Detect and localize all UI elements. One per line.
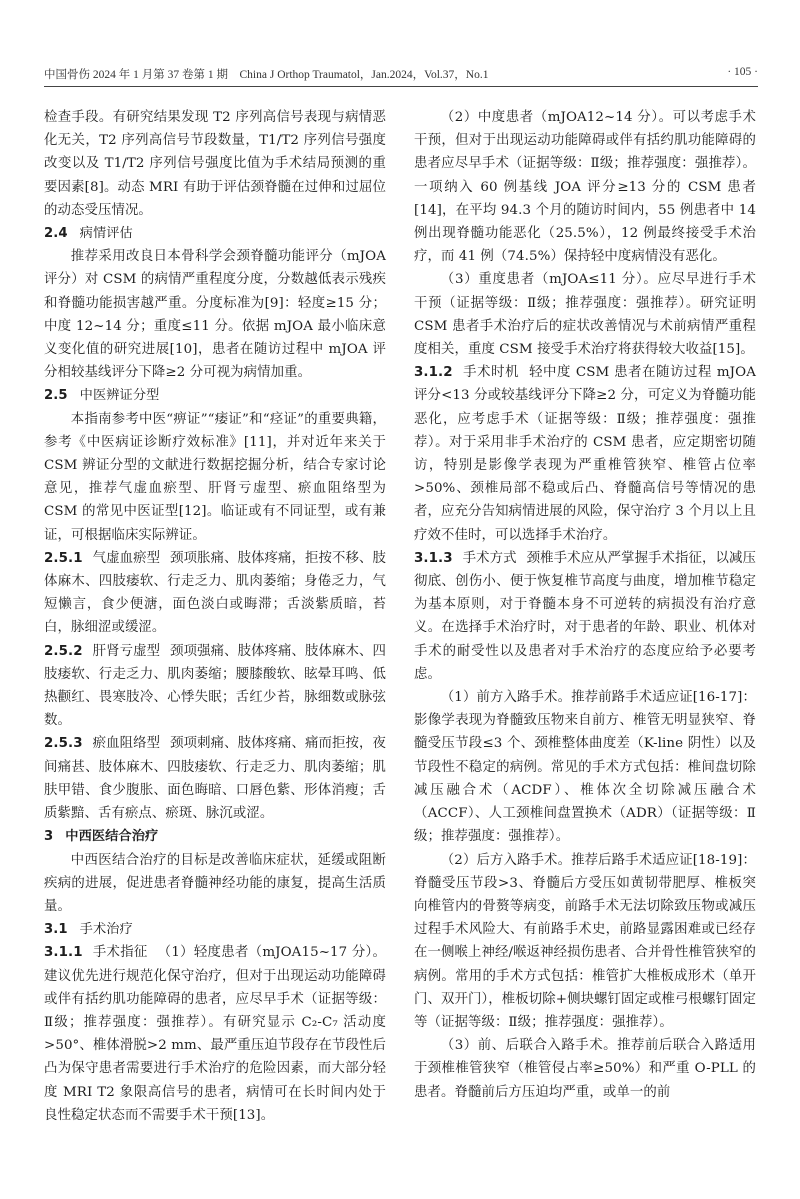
subsection-2-5-2 <box>44 640 386 733</box>
subsection-text: 颈项胀痛、肢体疼痛，拒按不移、肢体麻木、四肢痿软、行走乏力、肌肉萎缩；身倦乏力，气短懒言，食少便溏，面色淡白或晦滞；舌淡紫质暗，苔白，脉细涩或缓涩。 <box>44 550 386 636</box>
journal-citation: 中国骨伤 2024 年 1 月第 37 卷第 1 期 China J Orthop Traumatol，Jan.2024，Vol.37，No.1 <box>44 69 489 81</box>
left-column <box>44 106 386 1127</box>
section-number: 3 <box>44 829 54 845</box>
subsection-2-5-3 <box>44 732 386 825</box>
subsection-3-1-2 <box>414 361 756 547</box>
subsection-title: 肝肾亏虚型 <box>92 643 161 659</box>
running-header <box>44 66 758 84</box>
section-heading-3 <box>44 825 386 848</box>
paragraph: 检查手段。有研究结果发现 T2 序列高信号表现与病情恶化无关，T2 序列高信号节段数量，T1/T2 序列信号强度改变以及 T1/T2 序列信号强度比值为手术结局预测的重要因素[8]。动态 MRI 有助于评估颈脊髓在过伸和过屈位的动态受压情况。 <box>44 110 386 218</box>
section-heading-2-4 <box>44 222 386 245</box>
paragraph: （2）中度患者（mJOA12~14 分）。可以考虑手术干预，但对于出现运动功能障碍或伴有括约肌功能障碍的患者应尽早手术（证据等级：Ⅱ级；推荐强度：强推荐）。一项纳入 60 例基线 JOA 评分≥13 分的 CSM 患者[14]，在平均 94.3 个月的随访时间内，55 例患者中 14 例出现脊髓功能恶化（25.5%），12 例最终接受手术治疗，而 41 例（74.5%）保持轻中度病情没有恶化。 <box>414 110 756 265</box>
paragraph: （3）前、后联合入路手术。推荐前后联合入路适用于颈椎椎管狭窄（椎管侵占率≥50%）和严重 O-PLL 的患者。脊髓前后方压迫均严重，或单一的前 <box>414 1038 756 1100</box>
right-column <box>414 106 756 1104</box>
subsection-text: 颈项刺痛、肢体疼痛、痛而拒按，夜间痛甚、肢体麻木、四肢痿软、行走乏力、肌肉萎缩；肌肤甲错、食少腹胀、面色晦暗、口唇色紫、形体消瘦；舌质紫黯、舌有瘀点、瘀斑、脉沉或涩。 <box>44 736 386 822</box>
paragraph: 推荐采用改良日本骨科学会颈脊髓功能评分（mJOA 评分）对 CSM 的病情严重程度分度，分数越低表示残疾和脊髓功能损害越严重。分度标准为[9]：轻度≥15 分；中度 12~14 分；重度≤11 分。依据 mJOA 最小临床意义变化值的研究进展[10]，患者在随访过程中 mJOA 评分相较基线评分下降≥2 分可视为病情加重。 <box>44 249 386 381</box>
subsection-number: 2.5.2 <box>44 643 83 659</box>
paragraph: 中西医结合治疗的目标是改善临床症状，延缓或阻断疾病的进展，促进患者脊髓神经功能的康复，提高生活质量。 <box>44 852 386 914</box>
subsection-title: 手术方式 <box>462 550 517 566</box>
section-title: 病情评估 <box>79 226 133 242</box>
subsection-number: 3.1.1 <box>44 945 83 961</box>
section-number: 2.4 <box>44 226 68 242</box>
section-title: 手术治疗 <box>79 922 133 938</box>
section-heading-3-1 <box>44 918 386 941</box>
subsection-text: 颈椎手术应从严掌握手术指征，以减压彻底、创伤小、便于恢复椎节高度与曲度，增加椎节稳定为基本原则，对于脊髓本身不可逆转的病损没有治疗意义。在选择手术治疗时，对于患者的年龄、职业、机体对手术的耐受性以及患者对手术治疗的态度应给予必要考虑。 <box>414 550 756 682</box>
section-number: 3.1 <box>44 922 68 938</box>
subsection-number: 2.5.1 <box>44 550 83 566</box>
page-number: · 105 · <box>727 66 758 78</box>
paragraph: （3）重度患者（mJOA≤11 分）。应尽早进行手术干预（证据等级：Ⅱ级；推荐强度：强推荐）。研究证明 CSM 患者手术治疗后的症状改善情况与术前病情严重程度相关，重度 CSM 接受手术治疗将获得较大收益[15]。 <box>414 272 756 358</box>
section-title: 中医辨证分型 <box>79 388 160 404</box>
subsection-title: 手术时机 <box>462 365 520 381</box>
subsection-text: （1）轻度患者（mJOA15~17 分）。建议优先进行规范化保守治疗，但对于出现运动功能障碍或伴有括约肌功能障碍的患者，应尽早手术（证据等级：Ⅱ级；推荐强度：强推荐）。有研究显示 C₂-C₇ 活动度>50°、椎体滑脱>2 mm、最严重压迫节段存在节段性后凸为保守患者需要进行手术治疗的危险因素，而大部分轻度 MRI T2 象限高信号的患者，病情可在长时间内处于良性稳定状态而不需要手术干预[13]。 <box>44 945 387 1123</box>
subsection-title: 气虚血瘀型 <box>92 550 161 566</box>
subsection-3-1-1 <box>44 941 386 1127</box>
subsection-2-5-1 <box>44 547 386 640</box>
subsection-3-1-3 <box>414 547 756 686</box>
header-rule <box>44 86 758 87</box>
section-title: 中西医结合治疗 <box>65 829 159 845</box>
subsection-text: 轻中度 CSM 患者在随访过程 mJOA 评分<13 分或较基线评分下降≥2 分，可定义为脊髓功能恶化，应考虑手术（证据等级：Ⅱ级；推荐强度：强推荐）。对于采用非手术治疗的 CSM 患者，应定期密切随访，特别是影像学表现为严重椎管狭窄、椎管占位率>50%、颈椎局部不稳或后凸、脊髓高信号等情况的患者，应充分告知病情进展的风险，保守治疗 3 个月以上且疗效不佳时，可以选择手术治疗。 <box>414 365 756 543</box>
subsection-number: 3.1.3 <box>414 550 453 566</box>
paragraph: 本指南参考中医“痹证”“痿证”和“痉证”的重要典籍，参考《中医病证诊断疗效标准》[11]，并对近年来关于 CSM 辨证分型的文献进行数据挖掘分析，结合专家讨论意见，推荐气虚血瘀型、肝肾亏虚型、瘀血阻络型为 CSM 的常见中医证型[12]。临证或有不同证型，或有兼证，可根据临床实际辨证。 <box>44 411 386 543</box>
subsection-number: 3.1.2 <box>414 365 453 381</box>
subsection-text: 颈项强痛、肢体疼痛、肢体麻木、四肢痿软、行走乏力、肌肉萎缩；腰膝酸软、眩晕耳鸣、低热颧红、畏寒肢冷、心悸失眠；舌红少苔，脉细数或脉弦数。 <box>44 643 386 729</box>
section-heading-2-5 <box>44 384 386 407</box>
paragraph: （2）后方入路手术。推荐后路手术适应证[18-19]：脊髓受压节段>3、脊髓后方受压如黄韧带肥厚、椎板突向椎管内的骨赘等病变，前路手术无法切除致压物或减压过程手术风险大、有前路手术史，前路显露困难或已经存在一侧喉上神经/喉返神经损伤患者、合并骨性椎管狭窄的病例。常用的手术方式包括：椎管扩大椎板成形术（单开门、双开门），椎板切除+侧块螺钉固定或椎弓根螺钉固定等（证据等级：Ⅱ级；推荐强度：强推荐）。 <box>414 852 756 1030</box>
subsection-number: 2.5.3 <box>44 736 83 752</box>
subsection-title: 瘀血阻络型 <box>92 736 161 752</box>
subsection-title: 手术指征 <box>92 945 148 961</box>
paragraph: （1）前方入路手术。推荐前路手术适应证[16-17]：影像学表现为脊髓致压物来自前方、椎管无明显狭窄、脊髓受压节段≤3 个、颈椎整体曲度差（K-line 阴性）以及节段性不稳定的病例。常见的手术方式包括：椎间盘切除减压融合术（ACDF）、椎体次全切除减压融合术（ACCF）、人工颈椎间盘置换术（ADR）（证据等级：Ⅱ级；推荐强度：强推荐）。 <box>414 690 756 845</box>
section-number: 2.5 <box>44 388 68 404</box>
